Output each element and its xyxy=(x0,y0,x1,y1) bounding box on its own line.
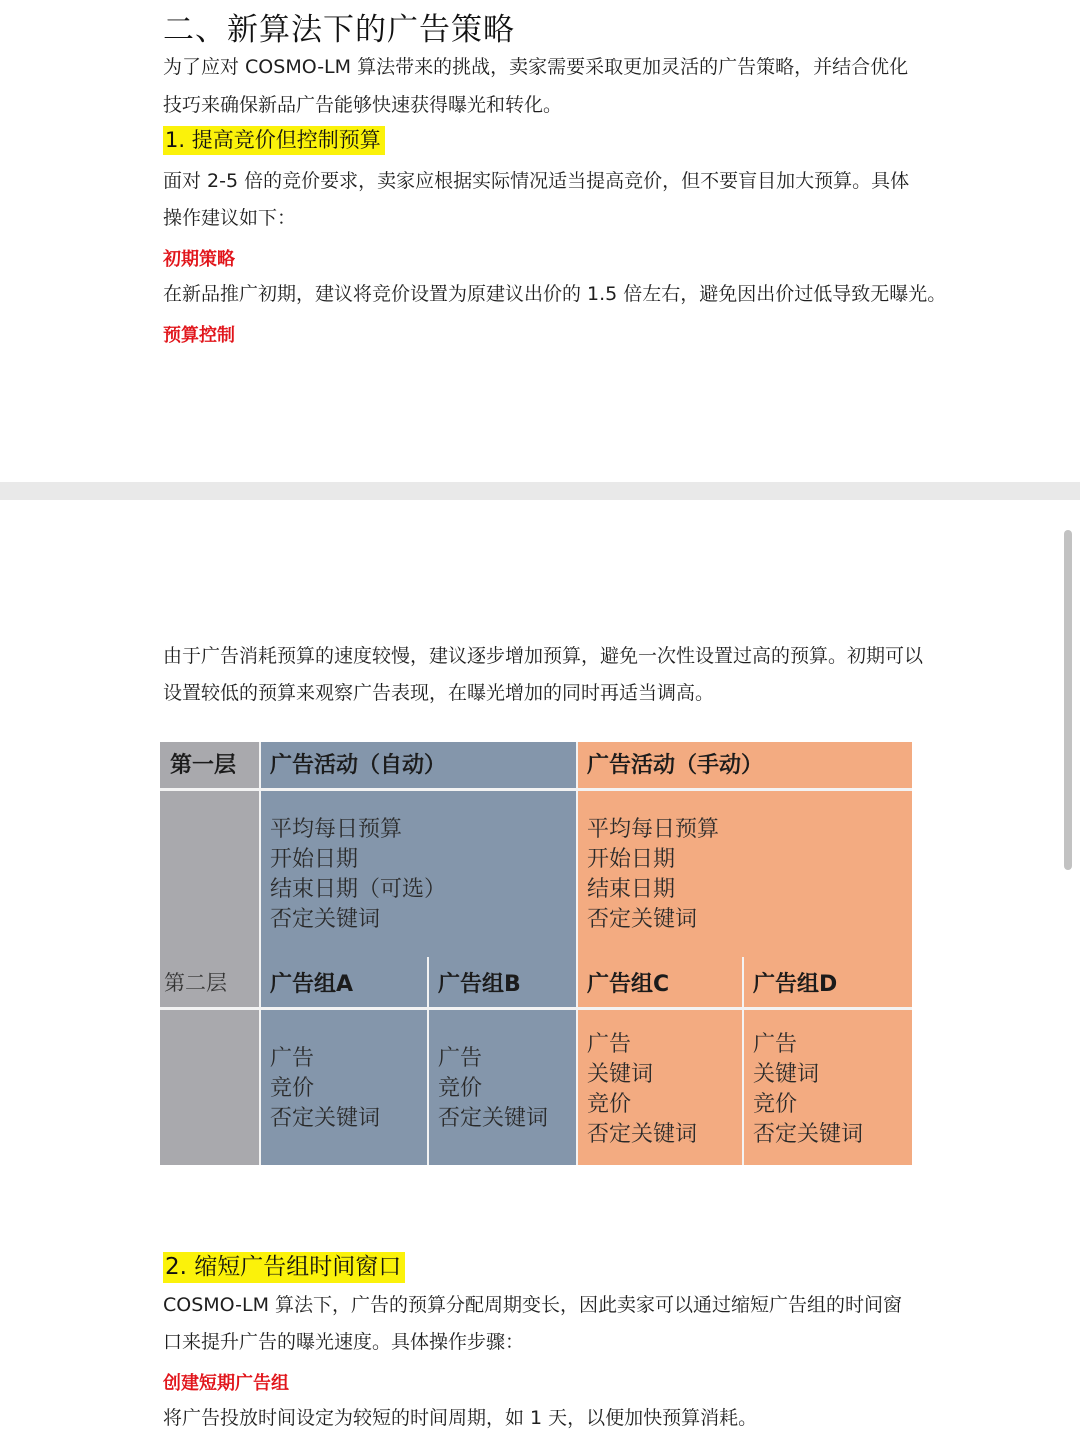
manual-item: 平均每日预算 xyxy=(587,817,720,842)
budget-paragraph-line-2: 设置较低的预算来观察广告表现，在曝光增加的同时再适当调高。 xyxy=(163,682,715,704)
auto-campaign-header: 广告活动（自动） xyxy=(260,742,577,788)
group-item: 竞价 xyxy=(270,1076,315,1101)
page-gap xyxy=(0,482,1080,500)
section1-title: 1. 提高竞价但控制预算 xyxy=(163,126,385,155)
group-item: 广告 xyxy=(587,1032,632,1057)
ad-group-b-header: 广告组B xyxy=(428,957,577,1007)
sub-label-initial-strategy: 初期策略 xyxy=(163,249,235,270)
layer1-empty-cell xyxy=(160,791,260,957)
manual-campaign-settings xyxy=(577,791,912,957)
layer1-label: 第一层 xyxy=(160,742,260,788)
group-item: 广告 xyxy=(753,1032,798,1057)
layer2-label: 第二层 xyxy=(160,957,260,1007)
section-heading: 二、新算法下的广告策略 xyxy=(163,12,515,48)
intro-line-2: 技巧来确保新品广告能够快速获得曝光和转化。 xyxy=(163,94,563,116)
budget-paragraph-line-1: 由于广告消耗预算的速度较慢，建议逐步增加预算，避免一次性设置过高的预算。初期可以 xyxy=(163,645,924,667)
ad-group-c-header: 广告组C xyxy=(577,957,743,1007)
section2-title-wrap xyxy=(163,1248,405,1281)
table-divider xyxy=(427,957,429,1165)
ad-group-a-header: 广告组A xyxy=(260,957,428,1007)
section1-title-wrap xyxy=(163,124,385,154)
group-item: 否定关键词 xyxy=(438,1106,549,1131)
group-item: 广告 xyxy=(438,1046,483,1071)
group-item: 竞价 xyxy=(438,1076,483,1101)
ad-group-c-items xyxy=(577,1010,743,1165)
table-divider xyxy=(160,788,912,791)
ad-group-d-header: 广告组D xyxy=(743,957,912,1007)
group-item: 广告 xyxy=(270,1046,315,1071)
scrollbar-thumb[interactable] xyxy=(1064,530,1072,870)
document-page-1 xyxy=(0,0,1080,482)
auto-campaign-settings xyxy=(260,791,577,957)
manual-item: 否定关键词 xyxy=(587,907,698,932)
auto-item: 结束日期（可选） xyxy=(270,877,447,902)
group-item: 否定关键词 xyxy=(753,1122,864,1147)
group-item: 关键词 xyxy=(753,1062,820,1087)
section2-title: 2. 缩短广告组时间窗口 xyxy=(163,1252,405,1283)
layer2-empty-cell xyxy=(160,1010,260,1165)
auto-item: 开始日期 xyxy=(270,847,359,872)
group-item: 关键词 xyxy=(587,1062,654,1087)
group-item: 竞价 xyxy=(587,1092,632,1117)
section1-paragraph-line-1: 面对 2-5 倍的竞价要求，卖家应根据实际情况适当提高竞价，但不要盲目加大预算。具体 xyxy=(163,170,910,192)
section1-paragraph-line-2: 操作建议如下： xyxy=(163,207,297,229)
campaign-structure-table xyxy=(160,742,912,1165)
table-divider xyxy=(160,1007,912,1010)
auto-item: 否定关键词 xyxy=(270,907,381,932)
ad-group-b-items xyxy=(428,1010,577,1165)
ad-group-a-items xyxy=(260,1010,428,1165)
table-divider xyxy=(742,957,744,1165)
manual-campaign-header: 广告活动（手动） xyxy=(577,742,912,788)
sub-label-short-term-group: 创建短期广告组 xyxy=(163,1373,289,1394)
group-item: 否定关键词 xyxy=(270,1106,381,1131)
ad-group-d-items xyxy=(743,1010,912,1165)
group-item: 否定关键词 xyxy=(587,1122,698,1147)
initial-strategy-text: 在新品推广初期，建议将竞价设置为原建议出价的 1.5 倍左右，避免因出价过低导致无曝光。 xyxy=(163,283,947,305)
short-term-group-text: 将广告投放时间设定为较短的时间周期，如 1 天，以便加快预算消耗。 xyxy=(163,1407,758,1429)
group-item: 竞价 xyxy=(753,1092,798,1117)
section2-paragraph-line-1: COSMO-LM 算法下，广告的预算分配周期变长，因此卖家可以通过缩短广告组的时间窗 xyxy=(163,1294,903,1316)
manual-item: 开始日期 xyxy=(587,847,676,872)
table-divider xyxy=(259,742,261,1165)
sub-label-budget-control: 预算控制 xyxy=(163,325,235,346)
intro-line-1: 为了应对 COSMO-LM 算法带来的挑战，卖家需要采取更加灵活的广告策略，并结合优化 xyxy=(163,56,909,78)
section2-paragraph-line-2: 口来提升广告的曝光速度。具体操作步骤： xyxy=(163,1331,525,1353)
manual-item: 结束日期 xyxy=(587,877,676,902)
auto-item: 平均每日预算 xyxy=(270,817,403,842)
table-divider xyxy=(576,742,578,1165)
